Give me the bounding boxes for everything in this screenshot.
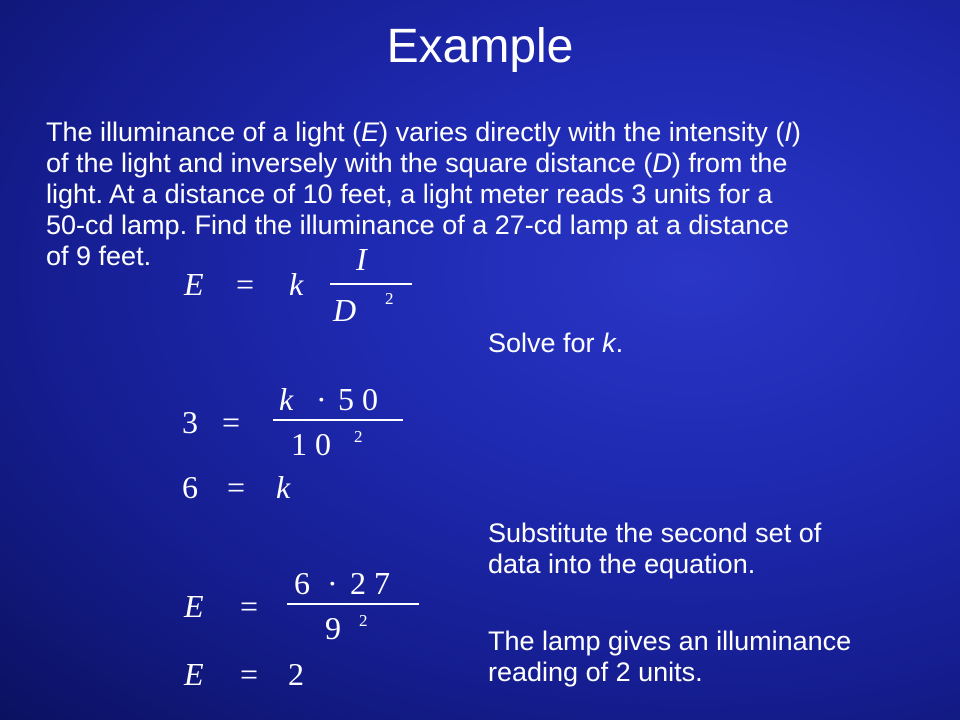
eq4-num-b: 2 7 xyxy=(350,565,390,601)
problem-var-e: E xyxy=(361,117,380,147)
problem-var-i: I xyxy=(784,117,792,147)
step-text: Solve for xyxy=(488,328,603,358)
eq5-lhs: E xyxy=(184,656,204,692)
eq1-coef: k xyxy=(289,266,304,302)
problem-text: ) of the light and inversely with the square distance ( xyxy=(46,117,801,178)
eq4-equals: = xyxy=(240,588,259,624)
eq4-num-a: 6 xyxy=(294,565,310,601)
eq1-exponent: 2 xyxy=(385,289,394,308)
eq3-rhs: k xyxy=(276,469,291,505)
eq2-lhs: 3 xyxy=(182,404,198,440)
problem-text: ) varies directly with the intensity ( xyxy=(379,117,785,147)
step-substitute: Substitute the second set of data into the equation. xyxy=(488,518,822,579)
eq3-lhs: 6 xyxy=(182,469,198,505)
eq4-lhs: E xyxy=(184,588,204,624)
eq4-num-dot: · xyxy=(327,565,338,601)
eq2-num-dot: · xyxy=(316,381,327,417)
eq1-equals: = xyxy=(236,266,255,302)
eq4-fraction-bar xyxy=(287,603,419,605)
eq1-numerator: I xyxy=(356,241,367,277)
problem-text: ) from the light. At a distance of 10 feet, a light meter reads 3 units for a 50-cd lamp. Find the illuminance of a 27-cd lamp at a distance of 9 feet. xyxy=(46,148,789,271)
eq2-denominator: 1 0 xyxy=(291,426,331,462)
slide-title: Example xyxy=(386,20,574,73)
eq1-denominator: D xyxy=(333,292,357,328)
eq5-rhs: 2 xyxy=(288,656,304,692)
step-result: The lamp gives an illuminance reading of 2 units. xyxy=(488,626,852,687)
step-var-k: k xyxy=(602,328,616,358)
eq2-exponent: 2 xyxy=(354,427,363,446)
step-text: . xyxy=(615,328,624,358)
eq5-equals: = xyxy=(240,656,259,692)
problem-text: The illuminance of a light ( xyxy=(46,117,362,147)
problem-var-d: D xyxy=(652,148,672,178)
eq3-equals: = xyxy=(227,469,246,505)
step-solve-k xyxy=(488,328,623,359)
eq4-denominator: 9 xyxy=(325,610,341,646)
eq1-fraction-bar xyxy=(330,283,412,285)
eq2-equals: = xyxy=(222,404,241,440)
eq1-lhs: E xyxy=(184,266,204,302)
eq2-num-k: k xyxy=(279,381,294,417)
eq2-fraction-bar xyxy=(273,419,403,421)
eq4-exponent: 2 xyxy=(359,611,368,630)
eq2-num-value: 5 0 xyxy=(338,381,378,417)
